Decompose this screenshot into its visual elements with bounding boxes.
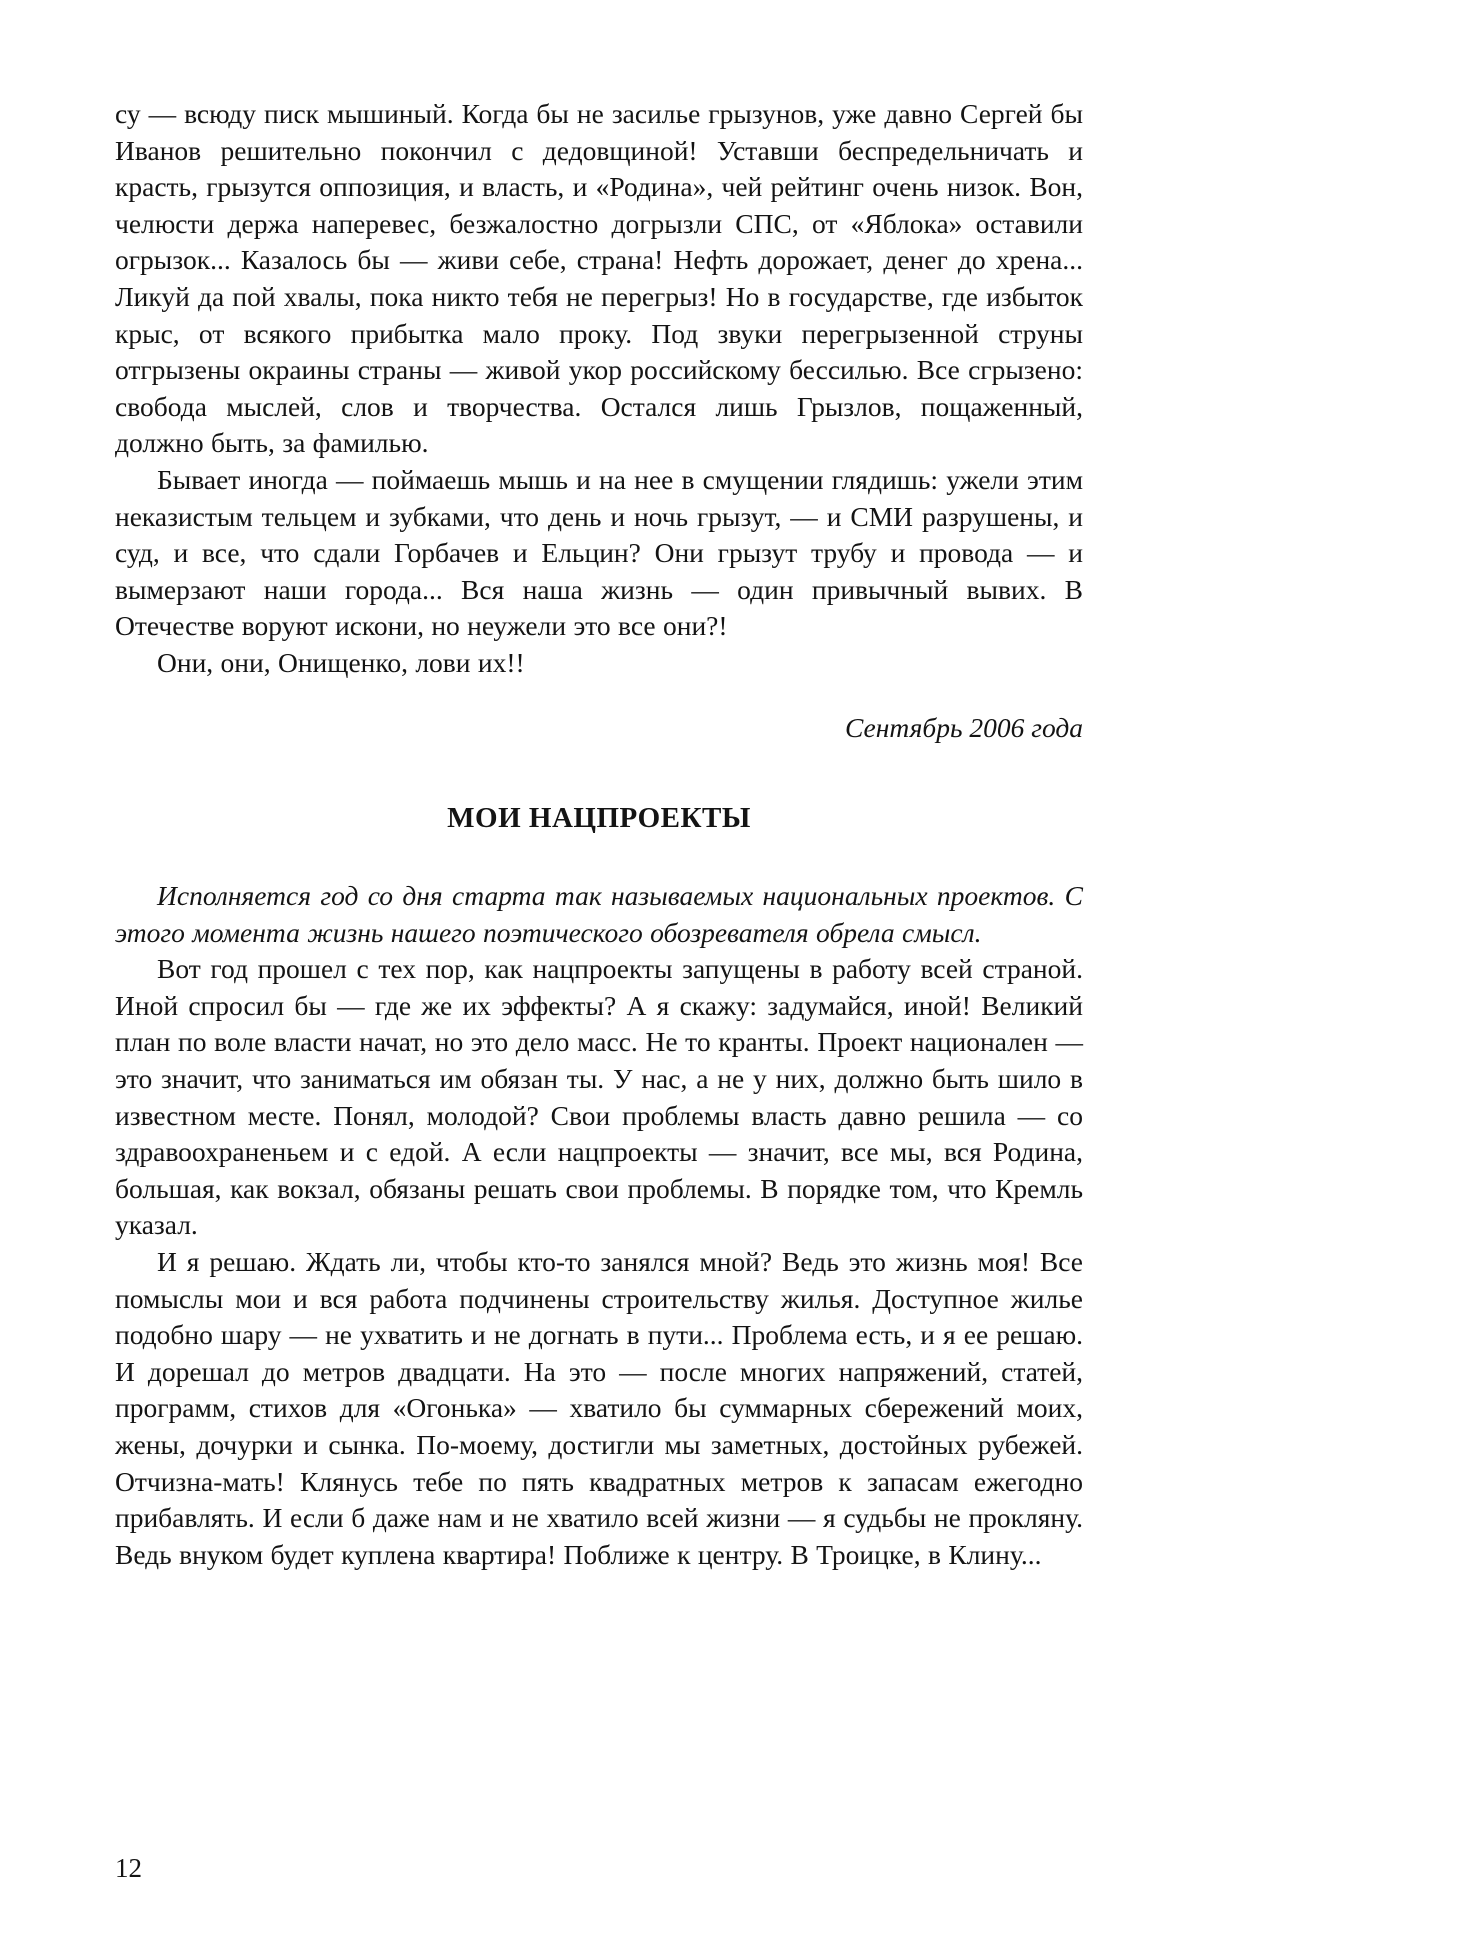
paragraph: Вот год прошел с тех пор, как нацпроекты запущены в работу всей страной. Иной спросил бы — где же их эффекты? А я скажу: задумайся, иной! Великий план по воле власти начат, но это дело масс. Не то кранты. Проект национален — это значит, что заниматься им обязан ты. У нас, а не у них, должно быть шило в известном месте. Понял, молодой? Свои проблемы власть давно решила — со здравоохраненьем и с едой. А если нацпроекты — значит, все мы, вся Родина, большая, как вокзал, обязаны решать свои проблемы. В порядке том, что Кремль указал. (115, 953, 1083, 1241)
page-number: 12 (115, 1853, 142, 1883)
paragraph: Они, они, Онищенко, лови их!! (157, 646, 525, 678)
lede-paragraph: Исполняется год со дня старта так называемых национальных проектов. С этого момента жизнь нашего поэтического обозревателя обрела смысл. (115, 880, 1083, 948)
paragraph: И я решаю. Ждать ли, чтобы кто-то занялся мной? Ведь это жизнь моя! Все помыслы мои и вся работа подчинены строительству жилья. Доступное жилье подобно шару — не ухватить и не догнать в пути... Проблема есть, и я ее решаю. И дорешал до метров двадцати. На это — после многих напряжений, статей, программ, стихов для «Огонька» — хватило бы суммарных сбережений моих, жены, дочурки и сынка. По-моему, достигли мы заметных, достойных рубежей. Отчизна-мать! Клянусь тебе по пять квадратных метров к запасам ежегодно прибавлять. И если б даже нам и не хватило всей жизни — я судьбы не прокляну. Ведь внуком будет куплена квартира! Поближе к центру. В Троицке, в Клину... (115, 1246, 1083, 1570)
paragraph: Бывает иногда — поймаешь мышь и на нее в смущении глядишь: ужели этим неказистым тельцем и зубками, что день и ночь грызут, — и СМИ разрушены, и суд, и все, что сдали Горбачев и Ельцин? Они грызут трубу и провода — и вымерзают наши города... Вся наша жизнь — один привычный вывих. В Отечестве воруют искони, но неужели это все они?! (115, 463, 1083, 642)
paragraph-continuation: су — всюду писк мышиный. Когда бы не засилье грызунов, уже давно Сергей бы Иванов решительно покончил с дедовщиной! Уставши беспредельничать и красть, грызутся оппозиция, и власть, и «Родина», чей рейтинг очень низок. Вон, челюсти держа наперевес, безжалостно догрызли СПС, от «Яблока» оставили огрызок... Казалось бы — живи себе, страна! Нефть дорожает, денег до хрена... Ликуй да пой хвалы, пока никто тебя не перегрыз! Но в государстве, где избыток крыс, от всякого прибытка мало проку. Под звуки перегрызенной струны отгрызены окраины страны — живой укор российскому бессилью. Все сгрызено: свобода мыслей, слов и творчества. Остался лишь Грызлов, пощаженный, должно быть, за фамилью. (115, 98, 1083, 459)
text-block (115, 96, 1083, 1573)
date-line: Сентябрь 2006 года (845, 711, 1083, 743)
section-heading: МОИ НАЦПРОЕКТЫ (447, 802, 751, 835)
